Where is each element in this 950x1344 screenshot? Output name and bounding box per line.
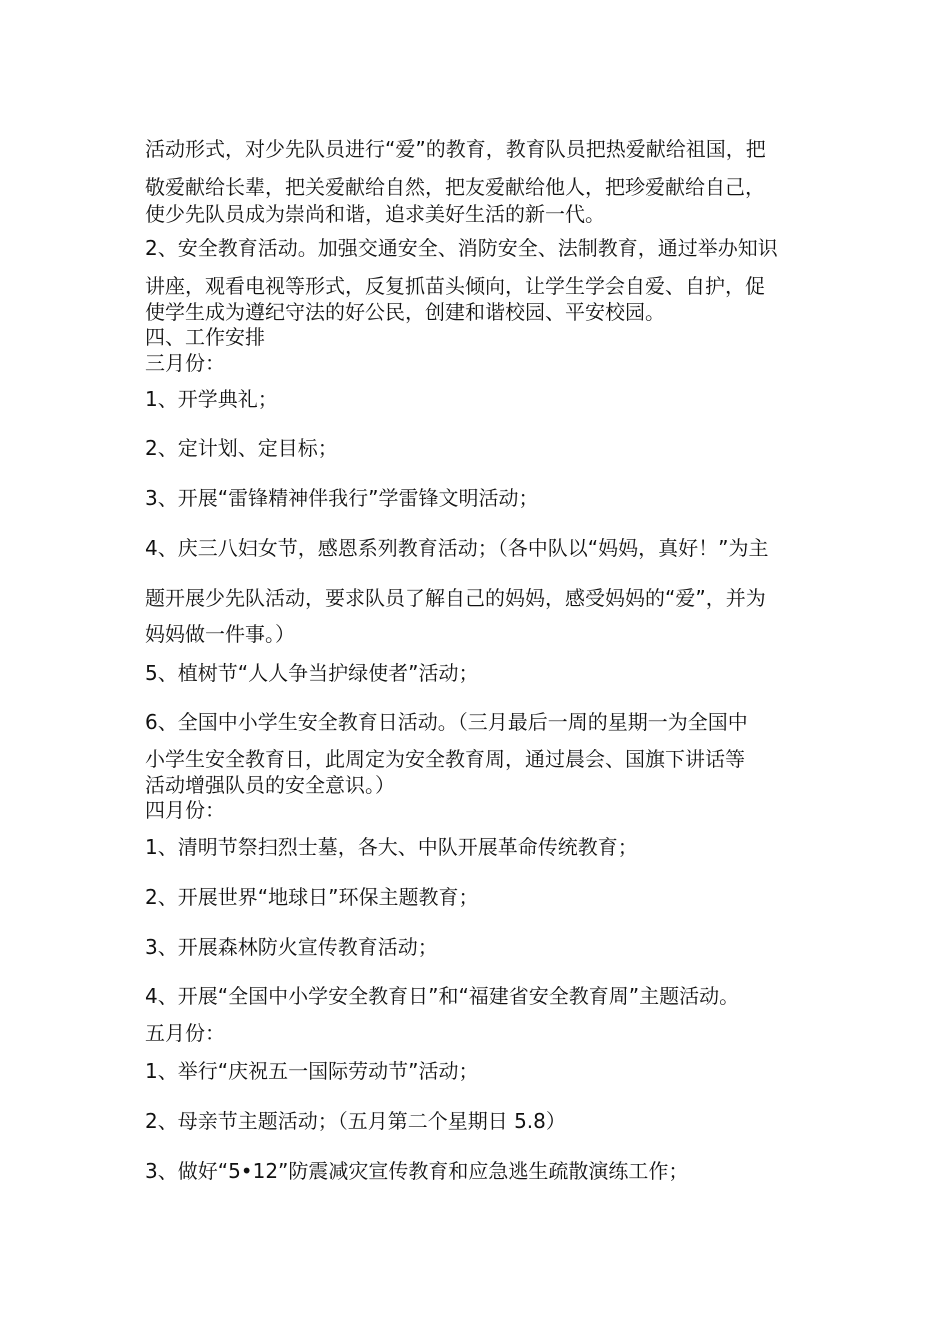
section-heading: 四、工作安排 bbox=[145, 325, 265, 349]
list-item-continuation: 妈妈做一件事。） bbox=[145, 622, 295, 646]
list-item: 3、做好“5•12”防震减灾宣传教育和应急逃生疏散演练工作； bbox=[145, 1159, 689, 1183]
list-item: 3、开展森林防火宣传教育活动； bbox=[145, 935, 438, 959]
text-line: 2、安全教育活动。加强交通安全、消防安全、法制教育，通过举办知识 bbox=[145, 236, 778, 260]
month-heading: 四月份： bbox=[145, 798, 225, 822]
month-heading: 五月份： bbox=[145, 1021, 225, 1045]
list-item: 1、开学典礼； bbox=[145, 387, 278, 411]
list-item: 1、举行“庆祝五一国际劳动节”活动； bbox=[145, 1059, 479, 1083]
text-line: 活动形式，对少先队员进行“爱”的教育，教育队员把热爱献给祖国，把 bbox=[145, 137, 766, 161]
month-heading: 三月份： bbox=[145, 351, 225, 375]
list-item-continuation: 题开展少先队活动，要求队员了解自己的妈妈，感受妈妈的“爱”，并为 bbox=[145, 586, 766, 610]
list-item: 1、清明节祭扫烈士墓，各大、中队开展革命传统教育； bbox=[145, 835, 638, 859]
list-item: 2、定计划、定目标； bbox=[145, 436, 338, 460]
list-item: 6、全国中小学生安全教育日活动。（三月最后一周的星期一为全国中 bbox=[145, 710, 748, 734]
list-item: 5、植树节“人人争当护绿使者”活动； bbox=[145, 661, 479, 685]
list-item: 4、庆三八妇女节，感恩系列教育活动；（各中队以“妈妈，真好！”为主 bbox=[145, 536, 769, 560]
list-item-continuation: 活动增强队员的安全意识。） bbox=[145, 773, 395, 797]
text-line: 使学生成为遵纪守法的好公民，创建和谐校园、平安校园。 bbox=[145, 300, 665, 324]
list-item: 3、开展“雷锋精神伴我行”学雷锋文明活动； bbox=[145, 486, 539, 510]
text-line: 使少先队员成为崇尚和谐，追求美好生活的新一代。 bbox=[145, 202, 605, 226]
list-item: 4、开展“全国中小学安全教育日”和“福建省安全教育周”主题活动。 bbox=[145, 984, 740, 1008]
list-item: 2、母亲节主题活动；（五月第二个星期日 5.8） bbox=[145, 1109, 566, 1133]
list-item-continuation: 小学生安全教育日，此周定为安全教育周，通过晨会、国旗下讲话等 bbox=[145, 747, 745, 771]
text-line: 讲座，观看电视等形式，反复抓苗头倾向，让学生学会自爱、自护，促 bbox=[145, 274, 765, 298]
text-line: 敬爱献给长辈，把关爱献给自然，把友爱献给他人，把珍爱献给自己， bbox=[145, 175, 765, 199]
list-item: 2、开展世界“地球日”环保主题教育； bbox=[145, 885, 479, 909]
